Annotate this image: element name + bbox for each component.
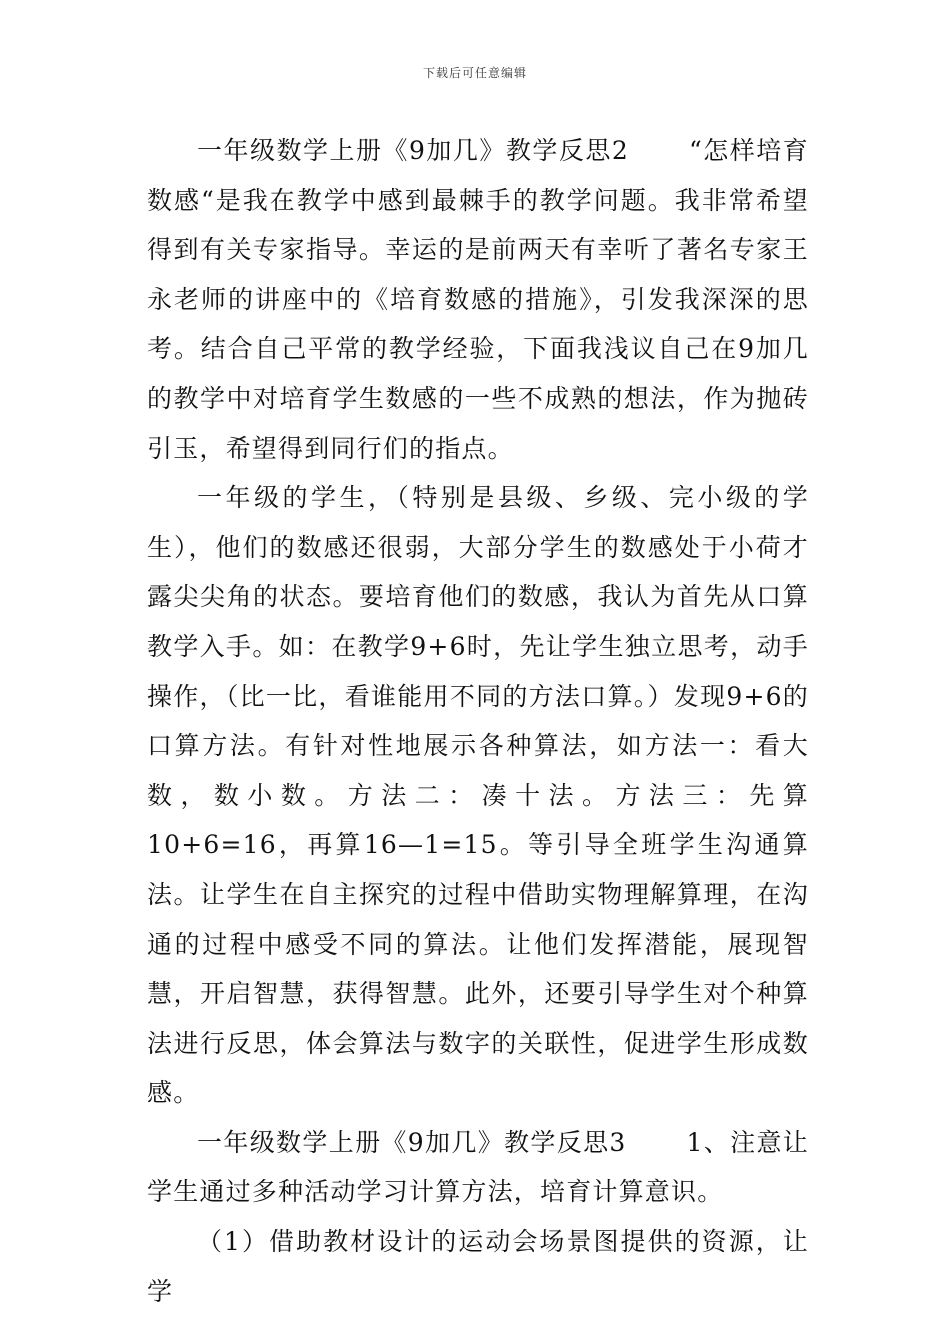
section-title: 一年级数学上册《9加几》教学反思2 (197, 136, 630, 165)
paragraph-1 (147, 126, 809, 473)
paragraph-text: （1）借助教材设计的运动会场景图提供的资源，让学 (147, 1227, 809, 1306)
paragraph-4 (147, 1217, 809, 1316)
page-header: 下载后可任意编辑 (422, 66, 527, 80)
paragraph-3 (147, 1118, 809, 1217)
paragraph-text: 一年级的学生，（特别是县级、乡级、完小级的学生），他们的数感还很弱，大部分学生的数感处于小荷才露尖尖角的状态。要培育他们的数感，我认为首先从口算教学入手。如：在教学9+6时，先让学生独立思考，动手操作，（比一比，看谁能用不同的方法口算。）发现9+6的口算方法。有针对性地展示各种算法，如方法一：看大数，数小数。方法二：凑十法。方法三：先算10+6=16，再算16—1=15。等引导全班学生沟通算法。让学生在自主探究的过程中借助实物理解算理，在沟通的过程中感受不同的算法。让他们发挥潜能，展现智慧，开启智慧，获得智慧。此外，还要引导学生对个种算法进行反思，体会算法与数字的关联性，促进学生形成数感。 (147, 483, 809, 1108)
paragraph-text: 1、注意让学生通过多种活动学习计算方法，培育计算意识。 (147, 1127, 809, 1207)
document-body (147, 126, 809, 1316)
paragraph-text: “怎样培育数感“是我在教学中感到最棘手的教学问题。我非常希望得到有关专家指导。幸运的是前两天有幸听了著名专家王永老师的讲座中的《培育数感的措施》，引发我深深的思考。结合自己平常的教学经验，下面我浅议自己在9加几的教学中对培育学生数感的一些不成熟的想法，作为抛砖引玉，希望得到同行们的指点。 (147, 136, 809, 463)
paragraph-2 (147, 473, 809, 1118)
section-title: 一年级数学上册《9加几》教学反思3 (197, 1127, 627, 1157)
